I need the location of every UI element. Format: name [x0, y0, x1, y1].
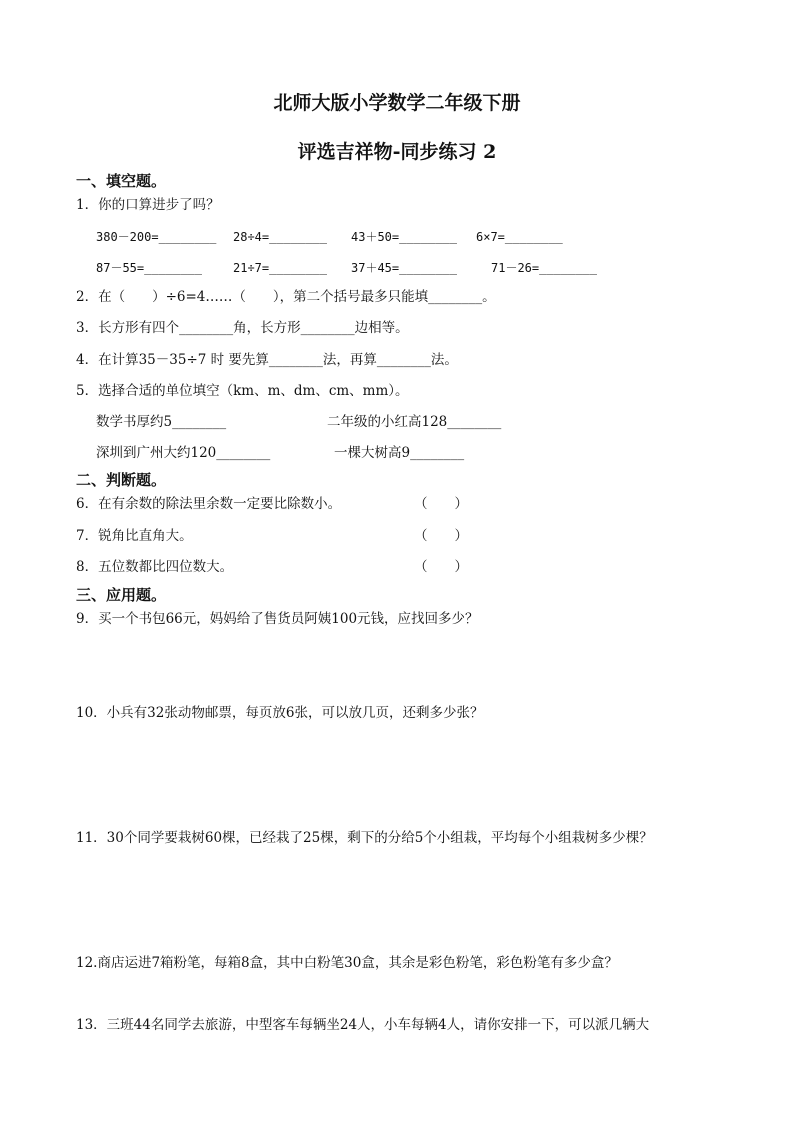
q7-answer-paren[interactable]: （ ）: [414, 528, 468, 544]
q10: 10．小兵有32张动物邮票，每页放6张，可以放几页，还剩多少张？: [76, 705, 484, 721]
document-title: 北师大版小学数学二年级下册: [273, 92, 521, 114]
q12: 12.商店运进7箱粉笔，每箱8盒，其中白粉笔30盒，其余是彩色粉笔，彩色粉笔有多少盒？: [76, 955, 618, 971]
section-apply-heading: 三、应用题。: [76, 586, 167, 604]
q5-a: 数学书厚约5________: [96, 414, 227, 430]
q5-stem: 5．选择合适的单位填空（km、m、dm、cm、mm）。: [76, 383, 409, 399]
q6-answer-paren[interactable]: （ ）: [414, 496, 468, 512]
q5-b: 二年级的小红高128________: [327, 414, 502, 430]
q7-text: 7．锐角比直角大。: [76, 528, 193, 544]
q1-row2-item4: 71－26=________: [491, 261, 597, 275]
q9: 9．买一个书包66元，妈妈给了售货员阿姨100元钱，应找回多少？: [76, 611, 479, 627]
q1-row1-item4: 6×7=________: [476, 230, 563, 244]
q8-answer-paren[interactable]: （ ）: [414, 559, 468, 575]
q8-text: 8．五位数都比四位数大。: [76, 559, 234, 575]
document-subtitle: 评选吉祥物-同步练习 2: [297, 141, 497, 163]
q5-c: 深圳到广州大约120________: [96, 445, 271, 461]
q6-text: 6．在有余数的除法里余数一定要比除数小。: [76, 496, 342, 512]
q1-row1-item2: 28÷4=________: [233, 230, 327, 244]
q1-row1-item3: 43＋50=________: [351, 230, 457, 244]
q2: 2．在（ ）÷6=4……（ ），第二个括号最多只能填________。: [76, 289, 496, 305]
q5-d: 一棵大树高9________: [334, 445, 465, 461]
q1-row2-item2: 21÷7=________: [233, 261, 327, 275]
q4: 4．在计算35－35÷7 时 要先算________法，再算________法。: [76, 352, 458, 368]
q11: 11．30个同学要栽树60棵，已经栽了25棵，剩下的分给5个小组栽，平均每个小组栽树多少棵？: [76, 830, 653, 846]
q1-row2-item3: 37＋45=________: [351, 261, 457, 275]
section-fill-heading: 一、填空题。: [76, 172, 167, 190]
q1-row2-item1: 87－55=________: [96, 261, 202, 275]
q3: 3．长方形有四个________角，长方形________边相等。: [76, 320, 409, 336]
q13: 13．三班44名同学去旅游，中型客车每辆坐24人，小车每辆4人，请你安排一下，可以派几辆大: [76, 1017, 650, 1033]
section-judge-heading: 二、判断题。: [76, 471, 167, 489]
q1-row1-item1: 380－200=________: [96, 230, 217, 244]
q1-stem: 1．你的口算进步了吗？: [76, 197, 220, 213]
